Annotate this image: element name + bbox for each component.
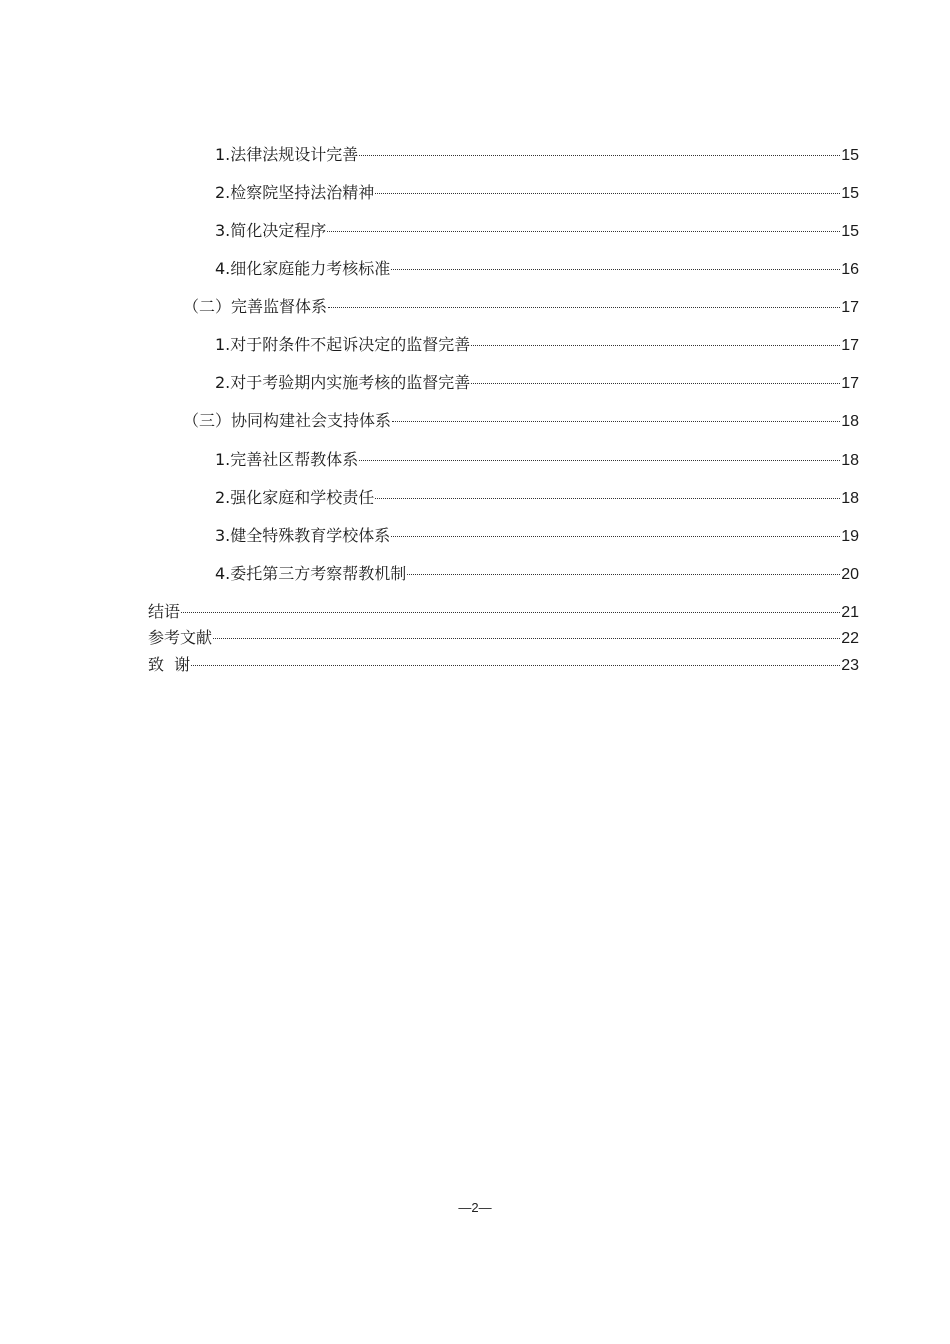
toc-entry-page: 17	[841, 375, 859, 392]
toc-entry-title: 1.法律法规设计完善	[215, 145, 359, 164]
toc-entry-title: 参考文献	[148, 628, 213, 647]
toc-entry-title: 1.完善社区帮教体系	[215, 450, 359, 469]
page-number: —2—	[458, 1200, 492, 1215]
dot-leader	[328, 292, 840, 312]
dot-leader	[181, 597, 840, 617]
toc-entry[interactable]	[215, 368, 859, 392]
toc-entry[interactable]	[183, 292, 859, 316]
dot-leader	[213, 623, 840, 643]
toc-entry-title: 4.细化家庭能力考核标准	[215, 259, 391, 278]
toc-entry-page: 15	[841, 185, 859, 202]
toc-entry[interactable]	[215, 140, 859, 164]
toc-entry[interactable]	[215, 330, 859, 354]
toc-entry[interactable]	[148, 623, 859, 647]
dot-leader	[375, 178, 840, 198]
toc-entry-page: 20	[841, 566, 859, 583]
dot-leader	[392, 406, 840, 426]
toc-entry-page: 15	[841, 223, 859, 240]
toc-entry-title: 2.对于考验期内实施考核的监督完善	[215, 373, 471, 392]
dot-leader	[327, 216, 840, 236]
toc-entry-title: 2.强化家庭和学校责任	[215, 488, 375, 507]
toc-entry-title: 4.委托第三方考察帮教机制	[215, 564, 407, 583]
toc-entry-title: 3.健全特殊教育学校体系	[215, 526, 391, 545]
toc-entry-title: 结语	[148, 602, 181, 621]
toc-entry-page: 18	[841, 413, 859, 430]
dot-leader	[471, 330, 840, 350]
dot-leader	[391, 254, 840, 274]
toc-entry-page: 17	[841, 299, 859, 316]
toc-entry[interactable]	[215, 216, 859, 240]
dot-leader	[375, 483, 840, 503]
toc-entry[interactable]	[215, 559, 859, 583]
toc-entry-title: 3.简化决定程序	[215, 221, 327, 240]
toc-entry-page: 16	[841, 261, 859, 278]
dot-leader	[359, 445, 840, 465]
toc-entry-page: 22	[841, 630, 859, 647]
toc-entry-page: 15	[841, 147, 859, 164]
dot-leader	[191, 650, 840, 670]
toc-entry[interactable]	[215, 483, 859, 507]
toc-entry-title: （三）协同构建社会支持体系	[183, 411, 392, 430]
toc-entry-title: 1.对于附条件不起诉决定的监督完善	[215, 335, 471, 354]
toc-entry-title: 2.检察院坚持法治精神	[215, 183, 375, 202]
toc-entry-page: 18	[841, 490, 859, 507]
toc-entry[interactable]	[148, 650, 859, 674]
dot-leader	[471, 368, 840, 388]
toc-entry[interactable]	[215, 254, 859, 278]
toc-entry[interactable]	[148, 597, 859, 621]
toc-entry-page: 21	[841, 604, 859, 621]
toc-entry[interactable]	[215, 521, 859, 545]
toc-entry[interactable]	[215, 445, 859, 469]
toc-entry-title: 致 谢	[148, 655, 191, 674]
dot-leader	[407, 559, 840, 579]
toc-entry[interactable]	[183, 406, 859, 430]
dot-leader	[391, 521, 840, 541]
dot-leader	[359, 140, 840, 160]
toc-entry-title: （二）完善监督体系	[183, 297, 328, 316]
toc-entry-page: 18	[841, 452, 859, 469]
toc-entry[interactable]	[215, 178, 859, 202]
toc-entry-page: 23	[841, 657, 859, 674]
toc-entry-page: 17	[841, 337, 859, 354]
toc-entry-page: 19	[841, 528, 859, 545]
